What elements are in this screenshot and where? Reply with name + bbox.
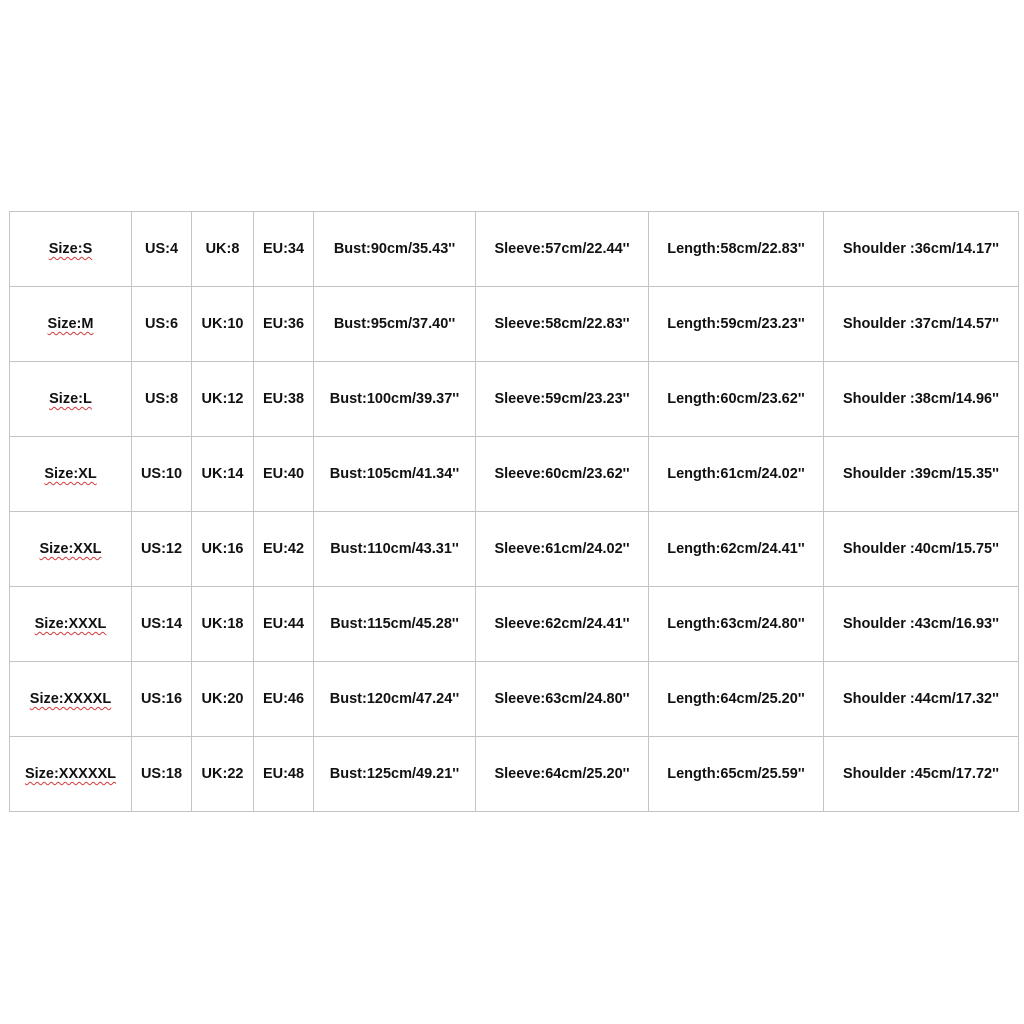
cell-length: Length:59cm/23.23'' xyxy=(649,287,824,362)
cell-shoulder: Shoulder :38cm/14.96'' xyxy=(824,362,1019,437)
table-row xyxy=(10,587,1019,662)
cell-length: Length:58cm/22.83'' xyxy=(649,212,824,287)
cell-eu-size: EU:48 xyxy=(254,737,314,812)
cell-eu-size: EU:46 xyxy=(254,662,314,737)
cell-us-size: US:4 xyxy=(132,212,192,287)
cell-uk-size: UK:12 xyxy=(192,362,254,437)
cell-size xyxy=(10,737,132,812)
cell-shoulder: Shoulder :45cm/17.72'' xyxy=(824,737,1019,812)
cell-sleeve: Sleeve:59cm/23.23'' xyxy=(476,362,649,437)
cell-uk-size: UK:20 xyxy=(192,662,254,737)
table-row xyxy=(10,437,1019,512)
cell-us-size: US:14 xyxy=(132,587,192,662)
cell-bust: Bust:90cm/35.43'' xyxy=(314,212,476,287)
size-label: Size:L xyxy=(49,391,92,407)
table-row xyxy=(10,737,1019,812)
cell-uk-size: UK:14 xyxy=(192,437,254,512)
cell-shoulder: Shoulder :40cm/15.75'' xyxy=(824,512,1019,587)
cell-size xyxy=(10,212,132,287)
cell-length: Length:61cm/24.02'' xyxy=(649,437,824,512)
cell-eu-size: EU:34 xyxy=(254,212,314,287)
cell-length: Length:63cm/24.80'' xyxy=(649,587,824,662)
table-row xyxy=(10,362,1019,437)
cell-length: Length:64cm/25.20'' xyxy=(649,662,824,737)
cell-length: Length:65cm/25.59'' xyxy=(649,737,824,812)
cell-us-size: US:6 xyxy=(132,287,192,362)
cell-eu-size: EU:38 xyxy=(254,362,314,437)
cell-bust: Bust:125cm/49.21'' xyxy=(314,737,476,812)
size-label: Size:XXXL xyxy=(34,616,107,632)
cell-sleeve: Sleeve:63cm/24.80'' xyxy=(476,662,649,737)
cell-sleeve: Sleeve:57cm/22.44'' xyxy=(476,212,649,287)
cell-sleeve: Sleeve:58cm/22.83'' xyxy=(476,287,649,362)
table-row xyxy=(10,287,1019,362)
cell-shoulder: Shoulder :39cm/15.35'' xyxy=(824,437,1019,512)
cell-length: Length:60cm/23.62'' xyxy=(649,362,824,437)
cell-sleeve: Sleeve:60cm/23.62'' xyxy=(476,437,649,512)
cell-eu-size: EU:40 xyxy=(254,437,314,512)
cell-size xyxy=(10,512,132,587)
cell-shoulder: Shoulder :37cm/14.57'' xyxy=(824,287,1019,362)
cell-bust: Bust:110cm/43.31'' xyxy=(314,512,476,587)
cell-us-size: US:18 xyxy=(132,737,192,812)
cell-size xyxy=(10,362,132,437)
cell-sleeve: Sleeve:62cm/24.41'' xyxy=(476,587,649,662)
cell-shoulder: Shoulder :43cm/16.93'' xyxy=(824,587,1019,662)
cell-bust: Bust:95cm/37.40'' xyxy=(314,287,476,362)
cell-sleeve: Sleeve:64cm/25.20'' xyxy=(476,737,649,812)
size-label: Size:M xyxy=(47,316,94,332)
cell-uk-size: UK:18 xyxy=(192,587,254,662)
cell-us-size: US:16 xyxy=(132,662,192,737)
size-label: Size:XXL xyxy=(39,541,102,557)
cell-us-size: US:12 xyxy=(132,512,192,587)
cell-eu-size: EU:42 xyxy=(254,512,314,587)
cell-size xyxy=(10,437,132,512)
cell-shoulder: Shoulder :36cm/14.17'' xyxy=(824,212,1019,287)
size-label: Size:S xyxy=(48,241,93,257)
cell-us-size: US:8 xyxy=(132,362,192,437)
cell-eu-size: EU:44 xyxy=(254,587,314,662)
cell-eu-size: EU:36 xyxy=(254,287,314,362)
cell-bust: Bust:115cm/45.28'' xyxy=(314,587,476,662)
cell-bust: Bust:105cm/41.34'' xyxy=(314,437,476,512)
size-label: Size:XXXXL xyxy=(29,691,112,707)
size-chart-body xyxy=(10,212,1019,812)
cell-size xyxy=(10,587,132,662)
cell-uk-size: UK:10 xyxy=(192,287,254,362)
cell-uk-size: UK:8 xyxy=(192,212,254,287)
table-row xyxy=(10,662,1019,737)
cell-us-size: US:10 xyxy=(132,437,192,512)
cell-bust: Bust:100cm/39.37'' xyxy=(314,362,476,437)
cell-size xyxy=(10,662,132,737)
cell-size xyxy=(10,287,132,362)
size-label: Size:XL xyxy=(44,466,97,482)
size-chart-table xyxy=(9,211,1019,812)
cell-shoulder: Shoulder :44cm/17.32'' xyxy=(824,662,1019,737)
cell-uk-size: UK:22 xyxy=(192,737,254,812)
cell-uk-size: UK:16 xyxy=(192,512,254,587)
table-row xyxy=(10,212,1019,287)
table-row xyxy=(10,512,1019,587)
cell-length: Length:62cm/24.41'' xyxy=(649,512,824,587)
cell-bust: Bust:120cm/47.24'' xyxy=(314,662,476,737)
size-label: Size:XXXXXL xyxy=(24,766,117,782)
cell-sleeve: Sleeve:61cm/24.02'' xyxy=(476,512,649,587)
